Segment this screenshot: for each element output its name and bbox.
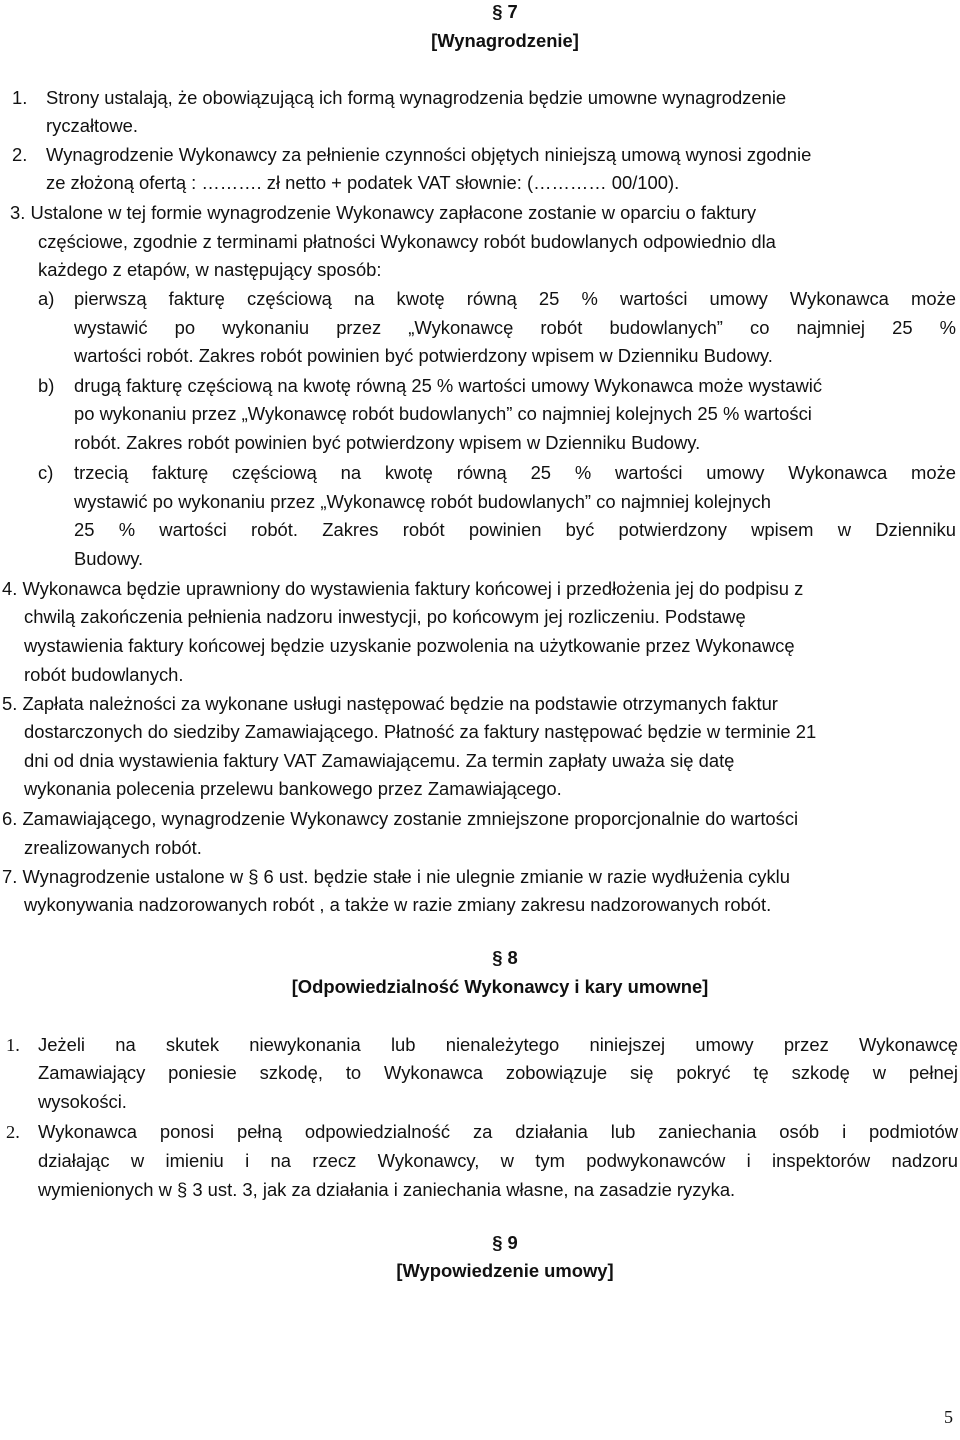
s7-p3-b-line3: robót. Zakres robót powinien być potwierdzony wpisem w Dzienniku Budowy. xyxy=(74,432,701,453)
s8-p1-line3: wysokości. xyxy=(38,1091,127,1112)
s7-p5-line3: dni od dnia wystawienia faktury VAT Zamawiającemu. Za termin zapłaty uważa się datę xyxy=(24,750,735,771)
s8-p2-number: 2. xyxy=(6,1122,20,1142)
s7-p3-b-label: b) xyxy=(38,375,55,396)
s7-p4-line2: chwilą zakończenia pełnienia nadzoru inwestycji, po końcowym jej rozliczeniu. Podstawę xyxy=(24,606,746,627)
s7-p3-line3: każdego z etapów, w następujący sposób: xyxy=(38,259,382,280)
s7-p4-line3: wystawienia faktury końcowej będzie uzyskanie pozwolenia na użytkowanie przez Wykonawcę xyxy=(24,635,795,656)
section-8-number: § 8 xyxy=(492,947,518,968)
s7-p1-line2: ryczałtowe. xyxy=(46,115,138,136)
s7-p3-c-line2: wystawić po wykonaniu przez „Wykonawcę robót budowlanych” co najmniej kolejnych xyxy=(74,491,771,512)
s7-p1-line1: Strony ustalają, że obowiązującą ich formą wynagrodzenia będzie umowne wynagrodzenie xyxy=(46,87,787,108)
s7-p3-line1: 3. Ustalone w tej formie wynagrodzenie Wykonawcy zapłacone zostanie w oparciu o faktury xyxy=(10,202,757,223)
s7-p3-c-line4: Budowy. xyxy=(74,548,144,569)
s7-p2-line1: Wynagrodzenie Wykonawcy za pełnienie czynności objętych niniejszą umową wynosi zgodnie xyxy=(46,144,812,165)
s7-p1-number: 1. xyxy=(12,87,28,108)
section-7-title: [Wynagrodzenie] xyxy=(431,30,579,51)
s7-p2-number: 2. xyxy=(12,144,28,165)
s7-p3-b-line2: po wykonaniu przez „Wykonawcę robót budowlanych” co najmniej kolejnych 25 % wartości xyxy=(74,403,812,424)
s7-p5-line2: dostarczonych do siedziby Zamawiającego. Płatność za faktury następować będzie w terminie 21 xyxy=(24,721,817,742)
section-7-number: § 7 xyxy=(492,1,518,22)
s8-p1-line2: Zamawiający poniesie szkodę, to Wykonawca zobowiązuje się pokryć tę szkodę w pełnej xyxy=(38,1062,958,1083)
section-8-title: [Odpowiedzialność Wykonawcy i kary umowne] xyxy=(291,976,709,997)
s7-p7-line1: 7. Wynagrodzenie ustalone w § 6 ust. będzie stałe i nie ulegnie zmianie w razie wydłużenia cyklu xyxy=(2,866,790,887)
s7-p3-b-line1: drugą fakturę częściową na kwotę równą 25 % wartości umowy Wykonawca może wystawić xyxy=(74,375,823,396)
s7-p3-a-line3: wartości robót. Zakres robót powinien być potwierdzony wpisem w Dzienniku Budowy. xyxy=(74,345,773,366)
section-9-number: § 9 xyxy=(492,1232,518,1253)
s7-p5-line1: 5. Zapłata należności za wykonane usługi następować będzie na podstawie otrzymanych faktur xyxy=(2,693,778,714)
s7-p7-line2: wykonywania nadzorowanych robót , a także w razie zmiany zakresu nadzorowanych robót. xyxy=(24,894,772,915)
s8-p1-number: 1. xyxy=(6,1035,20,1055)
s7-p3-a-line1: pierwszą fakturę częściową na kwotę równą 25 % wartości umowy Wykonawca może xyxy=(74,288,956,309)
s7-p3-c-line3: 25 % wartości robót. Zakres robót powinien być potwierdzony wpisem w Dzienniku xyxy=(74,519,956,540)
s7-p5-line4: wykonania polecenia przelewu bankowego przez Zamawiającego. xyxy=(24,778,562,799)
page-number: 5 xyxy=(944,1407,953,1427)
s8-p2-line1: Wykonawca ponosi pełną odpowiedzialność za działania lub zaniechania osób i podmiotów xyxy=(38,1121,958,1142)
s7-p3-c-line1: trzecią fakturę częściową na kwotę równą 25 % wartości umowy Wykonawca może xyxy=(74,462,956,483)
s7-p2-line2: ze złożoną ofertą : ………. zł netto + podatek VAT słownie: (………… 00/100). xyxy=(46,172,680,193)
s8-p1-line1: Jeżeli na skutek niewykonania lub nienależytego niniejszej umowy przez Wykonawcę xyxy=(38,1034,958,1055)
s7-p6-line2: zrealizowanych robót. xyxy=(24,837,202,858)
s7-p6-line1: 6. Zamawiającego, wynagrodzenie Wykonawcy zostanie zmniejszone proporcjonalnie do wartości xyxy=(2,808,799,829)
s7-p3-c-label: c) xyxy=(38,462,54,483)
s7-p4-line4: robót budowlanych. xyxy=(24,664,184,685)
s7-p3-a-line2: wystawić po wykonaniu przez „Wykonawcę robót budowlanych” co najmniej 25 % xyxy=(74,317,956,338)
s7-p3-line2: częściowe, zgodnie z terminami płatności Wykonawcy robót budowlanych odpowiednio dla xyxy=(38,231,776,252)
s7-p3-a-label: a) xyxy=(38,288,55,309)
s8-p2-line3: wymienionych w § 3 ust. 3, jak za działania i zaniechania własne, na zasadzie ryzyka. xyxy=(38,1179,736,1200)
s8-p2-line2: działając w imieniu i na rzecz Wykonawcy, w tym podwykonawców i inspektorów nadzoru xyxy=(38,1150,958,1171)
section-9-title: [Wypowiedzenie umowy] xyxy=(396,1260,614,1281)
s7-p4-line1: 4. Wykonawca będzie uprawniony do wystawienia faktury końcowej i przedłożenia jej do podpisu z xyxy=(2,578,804,599)
